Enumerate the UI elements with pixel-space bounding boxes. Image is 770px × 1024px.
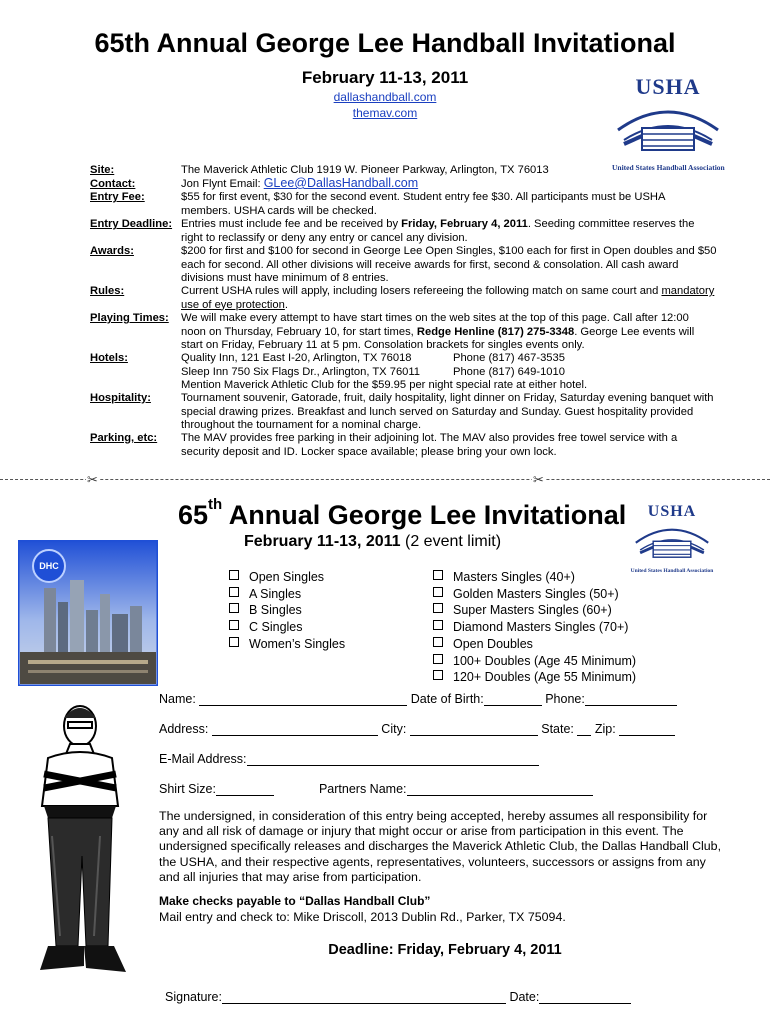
event-option[interactable] [433, 603, 612, 617]
playing-times-label: Playing Times: [90, 312, 169, 324]
hotel-phone: Phone (817) 467-3535 [453, 352, 565, 364]
awards-line: $200 for first and $100 for second in George Lee Open Singles, $100 each for first in Open doubles and $50 [181, 245, 717, 257]
hospitality-text [181, 392, 731, 433]
hotel-name: Quality Inn, 121 East I-20, Arlington, TX 76018 [181, 352, 412, 364]
signature-field[interactable] [222, 991, 506, 1004]
usha-logo [612, 74, 725, 172]
form-title-number: 65 [178, 500, 209, 530]
rules-period: . [284, 298, 288, 311]
address-row [159, 722, 675, 736]
event-option[interactable] [229, 587, 301, 601]
shirt-size-label: Shirt Size: [159, 782, 216, 796]
event-checkbox[interactable] [433, 637, 443, 647]
event-label: 100+ Doubles (Age 45 Minimum) [453, 653, 637, 668]
event-checkbox[interactable] [433, 620, 443, 630]
parking-text [181, 432, 731, 459]
form-event-limit: (2 event limit) [400, 533, 502, 550]
playing-times-line [181, 326, 731, 340]
event-checkbox[interactable] [229, 620, 239, 630]
event-label: Open Singles [249, 570, 325, 584]
event-label: 120+ Doubles (Age 55 Minimum) [453, 670, 637, 685]
hospitality-label: Hospitality: [90, 392, 151, 404]
contact-text [181, 177, 731, 192]
hotel-line: Mention Maverick Athletic Club for the $59.95 per night special rate at either hotel. [181, 379, 588, 391]
email-field[interactable] [247, 753, 539, 766]
shirt-partner-row [159, 782, 593, 796]
event-label: B Singles [249, 603, 302, 618]
times-contact: Redge Henline (817) 275-3348 [416, 325, 575, 338]
state-label: State: [537, 722, 578, 736]
event-option[interactable] [229, 637, 345, 651]
event-label: Masters Singles (40+) [453, 570, 575, 584]
form-dates [244, 533, 501, 551]
signature-label: Signature: [165, 990, 222, 1004]
deadline-date: Friday, February 4, 2011 [401, 218, 528, 230]
parking-label: Parking, etc: [90, 432, 158, 444]
awards-text [181, 245, 731, 286]
form-title-text: Annual George Lee Invitational [222, 500, 627, 530]
partner-name-field[interactable] [407, 783, 593, 796]
rules-label: Rules: [90, 285, 125, 297]
rules-line [181, 285, 731, 299]
event-checkbox[interactable] [433, 603, 443, 613]
dob-field[interactable] [484, 693, 542, 706]
times-text-c: . George Lee events will [574, 325, 695, 338]
entry-deadline-text [181, 218, 731, 245]
usha-logo-caption: United States Handball Association [612, 163, 725, 172]
name-field[interactable] [199, 693, 407, 706]
handball-player-illustration [30, 696, 140, 992]
hotels-text [181, 352, 731, 393]
phone-label: Phone: [541, 692, 585, 706]
handshake-icon [612, 100, 724, 158]
checks-payable-text: Make checks payable to “Dallas Handball Club” [159, 894, 431, 908]
event-checkbox[interactable] [433, 587, 443, 597]
contact-name: Jon Flynt Email: [181, 178, 264, 190]
entry-deadline-line: right to reclassify or deny any entry or cancel any division. [181, 231, 468, 244]
event-option[interactable] [433, 654, 636, 668]
form-title [178, 496, 627, 531]
event-checkbox[interactable] [229, 603, 239, 613]
usha-logo-text: USHA [647, 503, 697, 520]
event-option[interactable] [229, 620, 303, 634]
event-label: Women’s Singles [249, 636, 346, 651]
event-option[interactable] [433, 587, 619, 601]
contact-label: Contact: [90, 178, 136, 190]
hotels-label: Hotels: [90, 352, 128, 364]
event-option[interactable] [433, 670, 636, 684]
link-themav[interactable]: themav.com [352, 106, 418, 120]
event-label: Golden Masters Singles (50+) [453, 586, 619, 601]
parking-line: security deposit and ID. Locker space available; please bring your own lock. [181, 445, 557, 458]
handshake-icon [630, 521, 714, 563]
hotel-phone: Phone (817) 649-1010 [453, 365, 565, 378]
event-option[interactable] [433, 570, 575, 584]
partner-name-label: Partners Name: [318, 782, 407, 796]
deadline-text-c: . Seeding committee reserves the [527, 218, 695, 230]
playing-times-text [181, 312, 731, 353]
usha-logo-text: USHA [635, 74, 701, 99]
hospitality-line: throughout the tournament for a nominal charge. [181, 419, 422, 431]
dhc-badge: DHC [32, 549, 66, 583]
rules-mandatory: mandatory [661, 285, 715, 297]
event-checkbox[interactable] [229, 587, 239, 597]
signature-row [165, 990, 631, 1004]
entry-deadline-label: Entry Deadline: [90, 218, 173, 230]
playing-times-line: start on Friday, February 11 at 5 pm. Consolation brackets for singles events only. [181, 339, 585, 351]
state-field[interactable] [577, 723, 591, 736]
zip-label: Zip: [591, 722, 620, 736]
date-field[interactable] [539, 991, 631, 1004]
cut-line-divider [0, 479, 770, 480]
event-checkbox[interactable] [433, 670, 443, 680]
deadline-text-a: Entries must include fee and be received by [181, 218, 402, 230]
awards-label: Awards: [90, 245, 134, 257]
event-checkbox[interactable] [229, 637, 239, 647]
phone-field[interactable] [585, 693, 677, 706]
hospitality-line: special drawing prizes. Breakfast and lunch served on Saturday and Sunday. Guest hospitality provided [181, 405, 694, 418]
event-checkbox[interactable] [433, 570, 443, 580]
entry-fee-label: Entry Fee: [90, 191, 145, 203]
usha-logo-small [630, 503, 714, 574]
hotel-name: Sleep Inn 750 Six Flags Dr., Arlington, TX 76011 [181, 365, 421, 378]
rules-text [181, 285, 731, 312]
usha-logo-caption: United States Handball Association [630, 568, 714, 574]
event-label: Diamond Masters Singles (70+) [453, 620, 629, 635]
event-option[interactable] [229, 570, 324, 584]
dallas-skyline-image [18, 540, 158, 686]
link-dallashandball[interactable]: dallashandball.com [333, 90, 437, 104]
hotel-line [181, 366, 731, 380]
site-text: The Maverick Athletic Club 1919 W. Pioneer Parkway, Arlington, TX 76013 [181, 164, 549, 176]
deadline-text: Deadline: Friday, February 4, 2011 [328, 942, 562, 958]
awards-line: divisions must have minimum of 8 entries. [181, 272, 389, 284]
zip-field[interactable] [619, 723, 675, 736]
name-label: Name: [159, 692, 200, 706]
event-checkbox[interactable] [433, 654, 443, 664]
event-option[interactable] [229, 603, 302, 617]
event-label: Super Masters Singles (60+) [453, 603, 612, 618]
site-label: Site: [90, 164, 115, 176]
contact-email-link[interactable]: GLee@DallasHandball.com [263, 176, 419, 190]
scissors-icon: ✂ [87, 472, 98, 487]
hotel-line [181, 352, 731, 366]
rules-line [181, 299, 731, 313]
date-label: Date: [505, 990, 540, 1004]
address-label: Address: [159, 722, 212, 736]
city-field[interactable] [410, 723, 538, 736]
event-option[interactable] [433, 620, 628, 634]
playing-times-line: We will make every attempt to have start times on the web sites at the top of this page. Call after 12:00 [181, 312, 689, 324]
entry-fee-line: $55 for first event, $30 for the second event. Student entry fee $30. All participants must be USHA [181, 191, 666, 203]
rules-eye-protection: use of eye protection [181, 298, 285, 311]
form-dates-bold: February 11-13, 2011 [244, 533, 401, 550]
liability-release-text: The undersigned, in consideration of this entry being accepted, hereby assumes all responsibility for any and all risk of damage or injury that might occur or arise from participation in this event. The undersigned specifically releases and discharges the Maverick Athletic Club, the Dallas Handball Club, the USHA, and their respective agents, representatives, volunteers, successors or assigns from any and all injuries that may arise from participation. [159, 809, 722, 884]
email-label: E-Mail Address: [159, 752, 247, 766]
event-option[interactable] [433, 637, 533, 651]
rules-text-a: Current USHA rules will apply, including losers refereeing the following match on same court and [181, 285, 662, 297]
form-title-suffix: th [208, 496, 223, 513]
parking-line: The MAV provides free parking in their adjoining lot. The MAV also provides free towel service with a [181, 432, 678, 444]
email-row [159, 752, 539, 766]
address-field[interactable] [212, 723, 378, 736]
awards-line: each for second. All other divisions will receive awards for first, second & consolation. All cash award [181, 258, 679, 271]
shirt-size-field[interactable] [216, 783, 274, 796]
dob-label: Date of Birth: [407, 692, 484, 706]
scissors-icon: ✂ [533, 472, 544, 487]
event-label: C Singles [249, 620, 303, 635]
event-dates: February 11-13, 2011 [301, 68, 469, 87]
page-title: 65th Annual George Lee Handball Invitational [94, 28, 676, 58]
mail-entry-text: Mail entry and check to: Mike Driscoll, 2013 Dublin Rd., Parker, TX 75094. [159, 910, 566, 924]
entry-deadline-line [181, 218, 731, 232]
times-text-a: noon on Thursday, February 10, for start times, [181, 325, 417, 338]
hospitality-line: Tournament souvenir, Gatorade, fruit, daily hospitality, light dinner on Friday, Saturday evening banquet with [181, 392, 714, 404]
event-label: A Singles [249, 586, 302, 601]
entry-fee-line: members. USHA cards will be checked. [181, 204, 377, 217]
name-row [159, 692, 677, 706]
event-checkbox[interactable] [229, 570, 239, 580]
event-label: Open Doubles [453, 636, 533, 651]
entry-fee-text [181, 191, 731, 218]
city-label: City: [377, 722, 410, 736]
